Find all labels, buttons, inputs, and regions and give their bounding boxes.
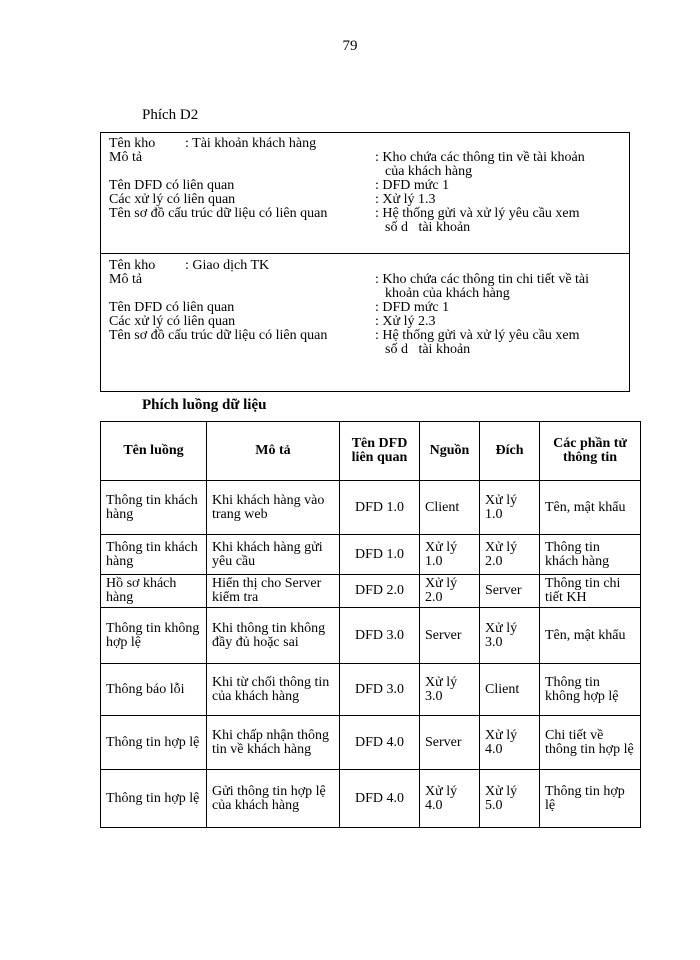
cell-description: Khi chấp nhận thông tin về khách hàng [207, 716, 340, 770]
cell-description: Gửi thông tin hợp lệ của khách hàng [207, 770, 340, 828]
cell-flow-name: Thông tin không hợp lệ [101, 608, 207, 664]
cell-dfd: DFD 4.0 [340, 716, 420, 770]
structure-value-line2: số d tài khoản [385, 342, 471, 357]
table-header-row [101, 422, 641, 481]
cell-source: Xử lý 1.0 [420, 535, 480, 575]
cell-dfd: DFD 2.0 [340, 575, 420, 608]
description-value-line2: khoản của khách hàng [385, 286, 510, 301]
cell-source: Xử lý 4.0 [420, 770, 480, 828]
cell-elements: Thông tin chi tiết KH [540, 575, 641, 608]
cell-destination: Xử lý 5.0 [480, 770, 540, 828]
dfd-value: : DFD mức 1 [375, 300, 450, 315]
cell-dfd: DFD 3.0 [340, 664, 420, 716]
cell-elements: Thông tin hợp lệ [540, 770, 641, 828]
col-header-flow-name: Tên luồng [101, 422, 207, 481]
col-header-source: Nguồn [420, 422, 480, 481]
cell-elements: Tên, mật khẩu [540, 481, 641, 535]
section-title: Phích D2 [142, 107, 199, 123]
description-value-line2: của khách hàng [385, 164, 473, 179]
cell-flow-name: Thông tin hợp lệ [101, 770, 207, 828]
cell-destination: Xử lý 4.0 [480, 716, 540, 770]
cell-destination: Xử lý 2.0 [480, 535, 540, 575]
cell-flow-name: Thông tin khách hàng [101, 481, 207, 535]
cell-flow-name: Thông báo lỗi [101, 664, 207, 716]
cell-elements: Thông tin khách hàng [540, 535, 641, 575]
structure-label: Tên sơ đồ cấu trúc dữ liệu có liên quan [109, 328, 328, 343]
cell-destination: Server [480, 575, 540, 608]
table-row [101, 481, 641, 535]
col-header-elements: Các phần tử thông tin [540, 422, 641, 481]
cell-dfd: DFD 4.0 [340, 770, 420, 828]
store-name-label: Tên kho [109, 136, 156, 151]
cell-destination: Xử lý 1.0 [480, 481, 540, 535]
cell-elements: Thông tin không hợp lệ [540, 664, 641, 716]
structure-value-line1: : Hệ thống gửi và xử lý yêu cầu xem [375, 328, 580, 343]
cell-source: Server [420, 608, 480, 664]
flow-section-title: Phích luồng dữ liệu [142, 397, 267, 413]
data-flow-table [100, 421, 641, 828]
store-name-value: : Tài khoản khách hàng [185, 136, 317, 151]
structure-value-line1: : Hệ thống gửi và xử lý yêu cầu xem [375, 206, 580, 221]
process-label: Các xử lý có liên quan [109, 314, 236, 329]
store-name-row [109, 136, 317, 151]
table-row [101, 664, 641, 716]
description-value-line1: : Kho chứa các thông tin về tài khoản [375, 150, 585, 165]
structure-value-line2: số d tài khoản [385, 220, 471, 235]
table-row [101, 535, 641, 575]
process-value: : Xử lý 1.3 [375, 192, 436, 207]
page-number: 79 [342, 38, 358, 54]
table-row [101, 608, 641, 664]
cell-description: Khi từ chối thông tin của khách hàng [207, 664, 340, 716]
cell-dfd: DFD 1.0 [340, 481, 420, 535]
description-label: Mô tả [109, 150, 143, 165]
store-name-label: Tên kho [109, 258, 156, 273]
cell-flow-name: Hồ sơ khách hàng [101, 575, 207, 608]
process-value: : Xử lý 2.3 [375, 314, 436, 329]
structure-label: Tên sơ đồ cấu trúc dữ liệu có liên quan [109, 206, 328, 221]
data-store-card-2 [100, 254, 630, 392]
cell-source: Xử lý 2.0 [420, 575, 480, 608]
table-row [101, 770, 641, 828]
cell-description: Hiển thị cho Server kiểm tra [207, 575, 340, 608]
cell-elements: Tên, mật khẩu [540, 608, 641, 664]
cell-description: Khi thông tin không đầy đủ hoặc sai [207, 608, 340, 664]
cell-description: Khi khách hàng vào trang web [207, 481, 340, 535]
data-store-card-1 [100, 132, 630, 254]
cell-destination: Xử lý 3.0 [480, 608, 540, 664]
cell-destination: Client [480, 664, 540, 716]
cell-flow-name: Thông tin hợp lệ [101, 716, 207, 770]
cell-source: Server [420, 716, 480, 770]
cell-source: Xử lý 3.0 [420, 664, 480, 716]
cell-flow-name: Thông tin khách hàng [101, 535, 207, 575]
col-header-dfd: Tên DFD liên quan [340, 422, 420, 481]
store-name-row [109, 258, 270, 273]
cell-dfd: DFD 1.0 [340, 535, 420, 575]
dfd-label: Tên DFD có liên quan [109, 300, 235, 315]
cell-source: Client [420, 481, 480, 535]
cell-description: Khi khách hàng gửi yêu cầu [207, 535, 340, 575]
dfd-value: : DFD mức 1 [375, 178, 450, 193]
description-label: Mô tả [109, 272, 143, 287]
col-header-description: Mô tả [207, 422, 340, 481]
process-label: Các xử lý có liên quan [109, 192, 236, 207]
table-row [101, 575, 641, 608]
description-value-line1: : Kho chứa các thông tin chi tiết về tài [375, 272, 590, 287]
cell-dfd: DFD 3.0 [340, 608, 420, 664]
dfd-label: Tên DFD có liên quan [109, 178, 235, 193]
col-header-destination: Đích [480, 422, 540, 481]
cell-elements: Chi tiết về thông tin hợp lệ [540, 716, 641, 770]
table-row [101, 716, 641, 770]
store-name-value: : Giao dịch TK [185, 258, 270, 273]
